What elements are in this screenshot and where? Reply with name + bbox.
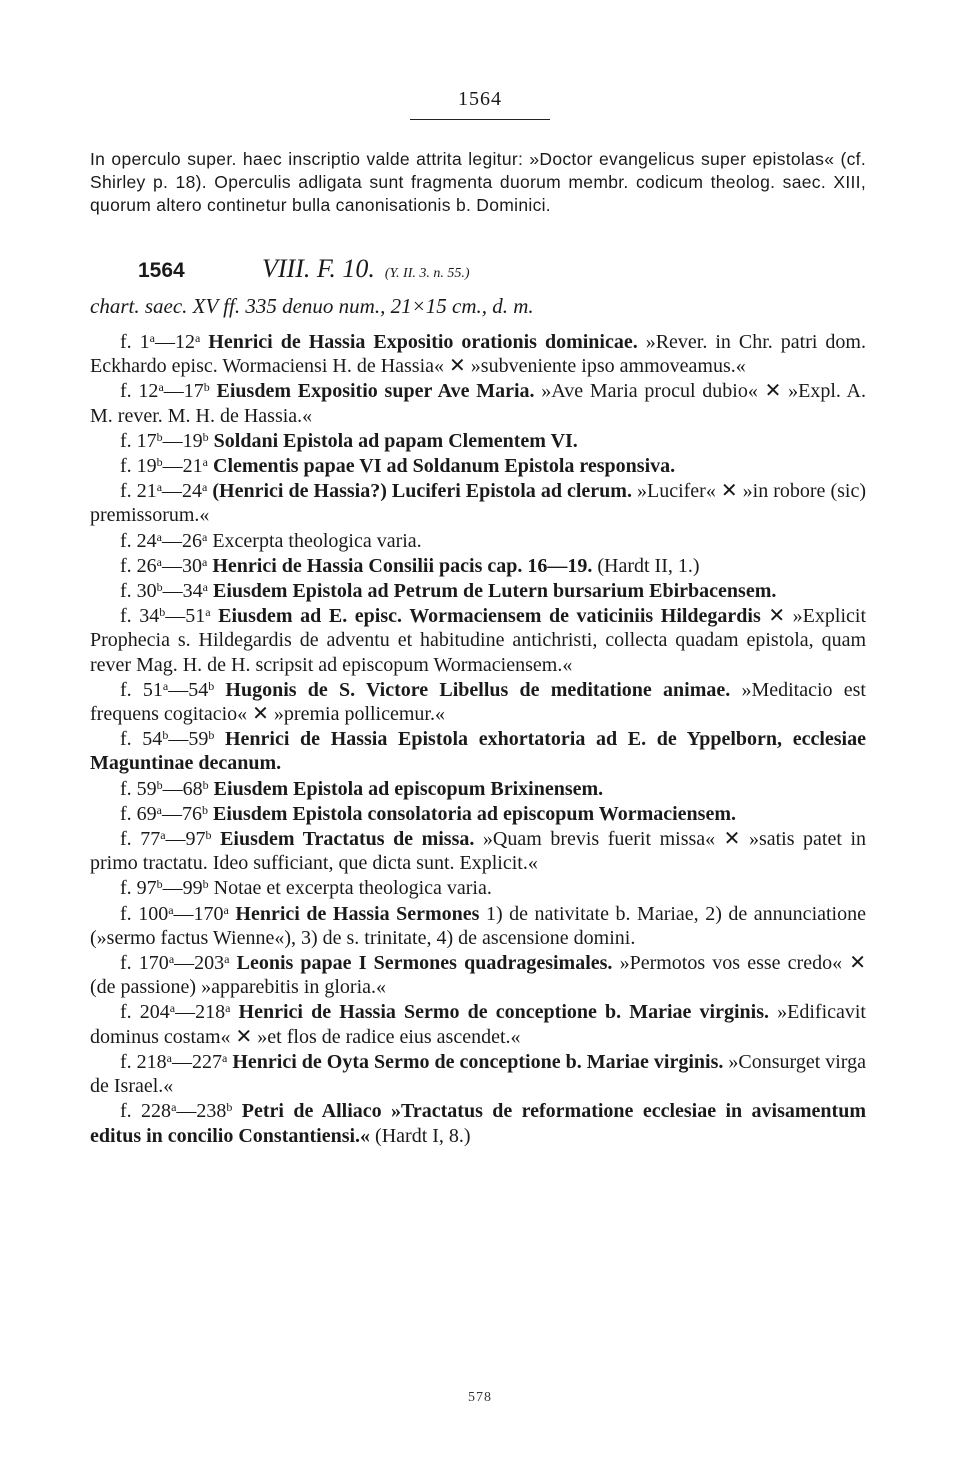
contents-item — [90, 330, 866, 378]
contents-item — [90, 902, 866, 950]
item-title: Henrici de Hassia Expositio orationis dominicae. — [200, 331, 638, 353]
entry-heading — [138, 254, 878, 284]
folio-start: f. 21 — [120, 480, 157, 503]
folio-end-side: b — [208, 678, 215, 693]
item-title: Eiusdem Epistola ad Petrum de Lutern bursarium Ebirbacensem. — [208, 580, 777, 603]
folio-start-side: a — [171, 1100, 177, 1115]
folio-start-side: a — [156, 480, 163, 495]
folio-end: —97 — [165, 828, 206, 851]
item-title: Soldani Epistola ad papam Clementem VI. — [208, 429, 578, 452]
folio-start: f. 77 — [120, 828, 161, 851]
folio-end: —76 — [162, 802, 202, 825]
folio-end-side: a — [202, 529, 208, 544]
folio-start: f. 54 — [120, 728, 163, 751]
contents-list — [90, 330, 866, 1149]
folio-start-side: a — [166, 1050, 172, 1065]
folio-end-side: b — [226, 1100, 233, 1115]
item-title: Henrici de Hassia Sermones — [228, 902, 480, 925]
folio-end: —227 — [172, 1050, 222, 1073]
contents-item — [90, 579, 866, 603]
folio-start-side: b — [156, 455, 163, 470]
folio-end-side: a — [194, 331, 201, 345]
folio-end: —12 — [154, 331, 195, 353]
folio-start-side: b — [159, 605, 166, 620]
folio-end: —99 — [162, 877, 203, 900]
contents-item — [90, 554, 866, 578]
contents-item — [90, 604, 866, 677]
folio-start: f. 26 — [120, 554, 157, 577]
item-incipit: »Rever. in Chr. patri dom. Eckhardo episc. Wormaciensi H. de Hassia« ✕ »subveniente ipso ammoveamus.« — [90, 331, 866, 378]
item-title: Eiusdem ad E. episc. Wormaciensem de vaticiniis Hildegardis — [210, 605, 761, 628]
folio-end: —238 — [176, 1100, 227, 1123]
folio-start: f. 218 — [120, 1050, 167, 1073]
folio-end-side: b — [202, 802, 208, 817]
item-incipit: »Quam brevis fuerit missa« ✕ »satis patet in primo tractatu. Ideo sufficiant, que dicta sunt. Explicit.« — [90, 828, 866, 875]
folio-end: —54 — [168, 678, 209, 701]
contents-item — [90, 827, 866, 875]
contents-item — [90, 727, 866, 775]
item-title: Eiusdem Epistola ad episcopum Brixinensem. — [208, 777, 604, 800]
contents-item — [90, 1050, 866, 1098]
folio-start: f. 1 — [120, 331, 150, 353]
folio-start: f. 24 — [120, 529, 157, 552]
folio-end: —17 — [163, 380, 204, 403]
folio-start: f. 97 — [120, 877, 157, 900]
folio-start: f. 51 — [120, 678, 163, 701]
folio-end-side: a — [202, 554, 208, 569]
folio-start-side: b — [156, 777, 163, 792]
folio-end: —21 — [162, 455, 203, 478]
folio-start: f. 34 — [120, 605, 160, 628]
contents-item — [90, 1099, 866, 1147]
folio-start-side: a — [160, 828, 166, 843]
folio-end: —30 — [162, 554, 202, 577]
item-title: Eiusdem Expositio super Ave Maria. — [209, 380, 535, 403]
folio-start: f. 100 — [120, 902, 169, 925]
contents-item — [90, 454, 866, 478]
contents-item — [90, 777, 866, 801]
folio-end: —19 — [162, 429, 203, 452]
folio-end: —51 — [165, 605, 206, 628]
item-incipit: ✕ »Explicit Prophecia s. Hildegardis de adventu et habitudine antichristi, collecta quadam epistola, quam rever Mag. H. de H. scripsit ad episcopum Wormaciensem.« — [90, 605, 866, 676]
item-incipit: »Consurget virga de Israel.« — [90, 1050, 866, 1098]
folio-start-side: a — [158, 380, 164, 395]
folio-start-side: a — [168, 952, 175, 967]
item-title: Hugonis de S. Victore Libellus de meditatione animae. — [214, 678, 731, 701]
entry-number: 1564 — [138, 259, 185, 282]
folio-start: f. 30 — [120, 580, 157, 603]
folio-start-side: a — [149, 331, 155, 345]
folio-start: f. 17 — [120, 429, 157, 452]
folio-start: f. 170 — [120, 952, 169, 975]
folio-end-side: b — [203, 380, 210, 395]
item-title: Petri de Alliaco »Tractatus de reformatione ecclesiae in avisamentum editus in concilio Constantiensi.« — [90, 1100, 866, 1147]
item-incipit: »Ave Maria procul dubio« ✕ »Expl. A. M. rever. M. H. de Hassia.« — [90, 380, 866, 427]
page-number: 1564 — [458, 88, 502, 110]
contents-item — [90, 479, 866, 527]
folio-end-side: b — [202, 777, 209, 792]
contents-item — [90, 678, 866, 726]
folio-end: —24 — [162, 480, 203, 503]
folio-start-side: a — [169, 1001, 176, 1016]
folio-start-side: a — [156, 554, 162, 569]
folio-end-side: a — [223, 902, 229, 917]
folio-start-side: a — [162, 678, 169, 693]
folio-start: f. 69 — [120, 802, 157, 825]
folio-start-side: b — [162, 728, 169, 743]
item-title: Henrici de Oyta Sermo de conceptione b. Mariae virginis. — [227, 1050, 724, 1073]
item-incipit: »Meditacio est frequens cogitacio« ✕ »premia pollicemur.« — [90, 678, 866, 726]
folio-start: f. 228 — [120, 1100, 172, 1123]
folio-end-side: a — [205, 605, 211, 620]
header-rule — [410, 119, 550, 120]
contents-item — [90, 951, 866, 999]
item-incipit: (Hardt I, 8.) — [370, 1124, 471, 1147]
folio-start-side: a — [156, 529, 162, 544]
folio-end-side: a — [222, 1050, 228, 1065]
item-title: Eiusdem Tractatus de missa. — [211, 828, 475, 851]
folio-end-side: b — [202, 429, 209, 444]
folio-end: —170 — [173, 902, 224, 925]
folio-start-side: a — [156, 802, 162, 817]
contents-item — [90, 876, 866, 900]
folio-end-side: a — [225, 1001, 231, 1016]
folio-end: —59 — [168, 728, 209, 751]
folio-end-side: a — [202, 580, 208, 595]
folio-end-side: a — [202, 455, 208, 470]
folio-end: —34 — [162, 580, 203, 603]
folio-end-side: b — [205, 828, 212, 843]
item-incipit: Excerpta theologica varia. — [207, 529, 422, 552]
old-shelfmark: (Y. II. 3. n. 55.) — [384, 266, 470, 281]
folio-start-side: b — [156, 580, 163, 595]
folio-end: —218 — [175, 1001, 226, 1024]
folio-end-side: b — [208, 728, 215, 743]
folio-start: f. 204 — [120, 1001, 170, 1024]
item-title: Clementis papae VI ad Soldanum Epistola responsiva. — [208, 455, 676, 478]
item-title: (Henrici de Hassia?) Luciferi Epistola ad clerum. — [207, 480, 632, 503]
item-incipit: Notae et excerpta theologica varia. — [208, 877, 492, 900]
folio-start-side: a — [168, 902, 174, 917]
contents-item — [90, 1000, 866, 1048]
folio-start: f. 59 — [120, 777, 157, 800]
page-header — [0, 88, 960, 120]
folio-end: —68 — [162, 777, 203, 800]
item-title: Henrici de Hassia Sermo de conceptione b. Mariae virginis. — [230, 1001, 770, 1024]
item-title: Eiusdem Epistola consolatoria ad episcopum Wormaciensem. — [208, 802, 736, 825]
folio-start-side: b — [156, 429, 163, 444]
folio-start: f. 19 — [120, 455, 157, 478]
item-incipit: (Hardt II, 1.) — [592, 554, 700, 577]
item-incipit: »Edificavit dominus costam« ✕ »et flos de radice eius ascendet.« — [90, 1001, 866, 1048]
item-title: Henrici de Hassia Epistola exhortatoria ad E. de Yppelborn, ecclesiae Maguntinae decanum. — [90, 728, 866, 775]
folio-end-side: a — [224, 952, 230, 967]
shelfmark: VIII. F. 10. — [262, 254, 375, 283]
item-incipit: »Permotos vos esse credo« ✕ (de passione) »apparebitis in gloria.« — [90, 952, 866, 999]
intro-paragraph: In operculo super. haec inscriptio valde attrita legitur: »Doctor evangelicus super epistolas« (cf. Shirley p. 18). Operculis adligata sunt fragmenta duorum membr. codicum theolog. saec. XIII, quorum altero continetur bulla canonisationis b. Dominici. — [90, 149, 866, 215]
item-title: Leonis papae I Sermones quadragesimales. — [229, 952, 613, 975]
contents-item — [90, 429, 866, 453]
folio-end-side: a — [202, 480, 208, 495]
item-title: Henrici de Hassia Consilii pacis cap. 16—19. — [207, 554, 593, 577]
folio-start: f. 12 — [120, 380, 159, 403]
contents-item — [90, 802, 866, 826]
folio-end-side: b — [202, 877, 209, 892]
contents-item — [90, 379, 866, 427]
physical-description: chart. saec. XV ff. 335 denuo num., 21×15 cm., d. m. — [90, 294, 534, 318]
folio-start-side: b — [156, 877, 163, 892]
item-incipit: »Lucifer« ✕ »in robore (sic) premissorum.« — [90, 480, 867, 527]
contents-item — [90, 529, 866, 553]
footer-number: 578 — [468, 1390, 492, 1405]
folio-end: —203 — [174, 952, 225, 975]
item-incipit: 1) de nativitate b. Mariae, 2) de annunciatione (»sermo factus Wienne«), 3) de s. trinitate, 4) de ascensione domini. — [90, 902, 866, 949]
folio-end: —26 — [162, 529, 202, 552]
